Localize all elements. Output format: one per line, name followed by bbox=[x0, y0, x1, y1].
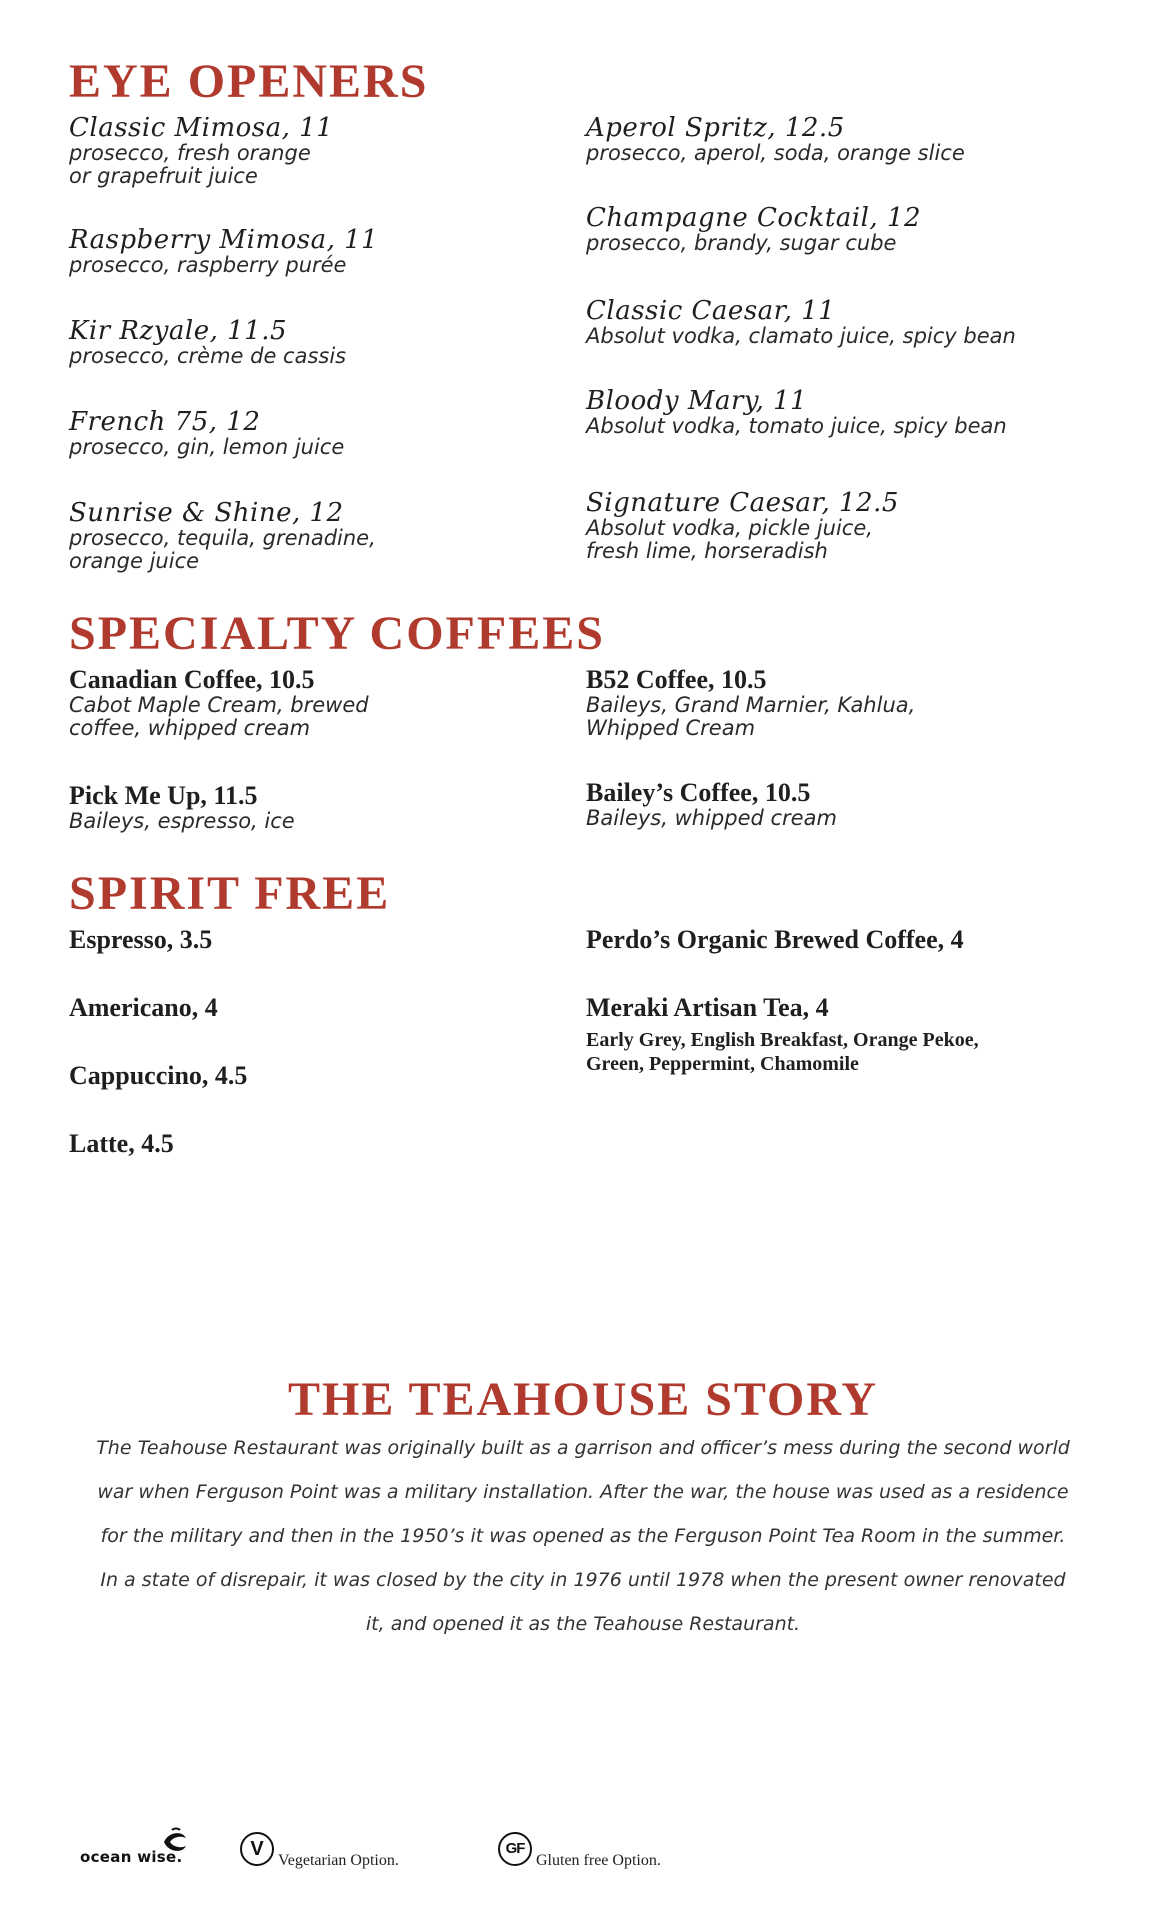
story-line: In a state of disrepair, it was closed by the city in 1976 until 1978 when the present owner renovated bbox=[100, 1569, 1066, 1591]
item-name: French 75, 12 bbox=[69, 407, 261, 437]
item-description: prosecco, aperol, soda, orange slice bbox=[586, 141, 965, 165]
item-description: prosecco, crème de cassis bbox=[69, 344, 347, 368]
menu-item-latte: Latte, 4.5 bbox=[69, 1129, 174, 1158]
item-name: Canadian Coffee, 10.5 bbox=[69, 665, 315, 694]
item-description: Absolut vodka, tomato juice, spicy bean bbox=[586, 414, 1007, 438]
menu-item-meraki-tea bbox=[586, 994, 1126, 1076]
spirit-free-right-column bbox=[586, 926, 1126, 1086]
item-name: Kir Rzyale, 11.5 bbox=[69, 316, 288, 346]
item-name: Meraki Artisan Tea, 4 bbox=[586, 993, 829, 1022]
menu-item-classic-mimosa bbox=[69, 114, 539, 188]
item-name: Bailey’s Coffee, 10.5 bbox=[586, 778, 811, 807]
item-name: Classic Caesar, 11 bbox=[586, 296, 836, 326]
story-line: it, and opened it as the Teahouse Restaurant. bbox=[365, 1613, 801, 1635]
vegetarian-label: Vegetarian Option. bbox=[278, 1852, 399, 1869]
menu-item-aperol-spritz bbox=[586, 114, 1126, 165]
menu-item-sunrise-shine bbox=[69, 499, 539, 573]
menu-item-kir-royale bbox=[69, 317, 539, 368]
item-description: orange juice bbox=[69, 549, 200, 573]
eye-openers-right-column bbox=[586, 114, 1126, 574]
menu-item-classic-caesar bbox=[586, 297, 1126, 348]
item-description: Absolut vodka, clamato juice, spicy bean bbox=[586, 324, 1016, 348]
menu-item-b52-coffee bbox=[586, 666, 1126, 740]
gluten-free-icon: GF bbox=[498, 1832, 532, 1866]
story-line: for the military and then in the 1950’s it was opened as the Ferguson Point Tea Room in the summer. bbox=[100, 1525, 1066, 1547]
menu-item-cappuccino: Cappuccino, 4.5 bbox=[69, 1061, 248, 1090]
menu-item-french-75 bbox=[69, 408, 539, 459]
story-line: war when Ferguson Point was a military installation. After the war, the house was used as a residence bbox=[97, 1481, 1069, 1503]
menu-item-raspberry-mimosa bbox=[69, 226, 539, 277]
footer-legend bbox=[70, 1826, 970, 1876]
ocean-wise-logo bbox=[70, 1826, 190, 1876]
menu-item-canadian-coffee bbox=[69, 666, 539, 740]
eye-openers-title: EYE OPENERS bbox=[69, 55, 429, 108]
item-description: prosecco, raspberry purée bbox=[69, 253, 347, 277]
item-description: prosecco, fresh orange bbox=[69, 141, 311, 165]
menu-item-champagne-cocktail bbox=[586, 204, 1126, 255]
menu-item-espresso: Espresso, 3.5 bbox=[69, 925, 213, 954]
item-description: prosecco, tequila, grenadine, bbox=[69, 526, 376, 550]
specialty-coffees-left-column bbox=[69, 666, 569, 846]
item-description: Absolut vodka, pickle juice, bbox=[586, 516, 873, 540]
item-name: Classic Mimosa, 11 bbox=[69, 113, 334, 143]
item-description: prosecco, brandy, sugar cube bbox=[586, 231, 897, 255]
item-description: Cabot Maple Cream, brewed bbox=[69, 693, 369, 717]
ocean-wise-text: ocean wise. bbox=[80, 1848, 183, 1866]
item-name: Pick Me Up, 11.5 bbox=[69, 781, 258, 810]
item-name: Aperol Spritz, 12.5 bbox=[586, 113, 845, 143]
item-description: Early Grey, English Breakfast, Orange Pekoe, bbox=[586, 1029, 979, 1051]
eye-openers-left-column bbox=[69, 114, 569, 584]
item-name: Champagne Cocktail, 12 bbox=[586, 203, 922, 233]
menu-item-baileys-coffee bbox=[586, 779, 1126, 830]
item-name: Bloody Mary, 11 bbox=[586, 386, 808, 416]
spirit-free-title: SPIRIT FREE bbox=[69, 867, 391, 920]
item-description: coffee, whipped cream bbox=[69, 716, 311, 740]
item-description: prosecco, gin, lemon juice bbox=[69, 435, 345, 459]
item-description: or grapefruit juice bbox=[69, 164, 258, 188]
vegetarian-icon: V bbox=[240, 1832, 274, 1866]
item-description: Baileys, espresso, ice bbox=[69, 809, 295, 833]
menu-item-perdos-brewed-coffee: Perdo’s Organic Brewed Coffee, 4 bbox=[586, 925, 964, 954]
item-name: B52 Coffee, 10.5 bbox=[586, 665, 767, 694]
item-name: Raspberry Mimosa, 11 bbox=[69, 225, 379, 255]
menu-item-pick-me-up bbox=[69, 782, 539, 833]
menu-item-americano: Americano, 4 bbox=[69, 993, 218, 1022]
item-description: fresh lime, horseradish bbox=[586, 539, 828, 563]
menu-item-bloody-mary bbox=[586, 387, 1126, 438]
menu-item-signature-caesar bbox=[586, 489, 1126, 563]
item-name: Signature Caesar, 12.5 bbox=[586, 488, 899, 518]
story-line: The Teahouse Restaurant was originally built as a garrison and officer’s mess during the second world bbox=[96, 1437, 1070, 1459]
specialty-coffees-right-column bbox=[586, 666, 1126, 846]
gluten-free-label: Gluten free Option. bbox=[536, 1852, 661, 1869]
item-name: Sunrise & Shine, 12 bbox=[69, 498, 344, 528]
teahouse-story-text bbox=[70, 1426, 1096, 1646]
spirit-free-left-column bbox=[69, 926, 569, 1166]
item-description: Whipped Cream bbox=[586, 716, 756, 740]
item-description: Baileys, whipped cream bbox=[586, 806, 837, 830]
item-description: Baileys, Grand Marnier, Kahlua, bbox=[586, 693, 916, 717]
specialty-coffees-title: SPECIALTY COFFEES bbox=[69, 607, 605, 660]
item-description: Green, Peppermint, Chamomile bbox=[586, 1053, 859, 1075]
teahouse-story-title: THE TEAHOUSE STORY bbox=[287, 1373, 879, 1426]
